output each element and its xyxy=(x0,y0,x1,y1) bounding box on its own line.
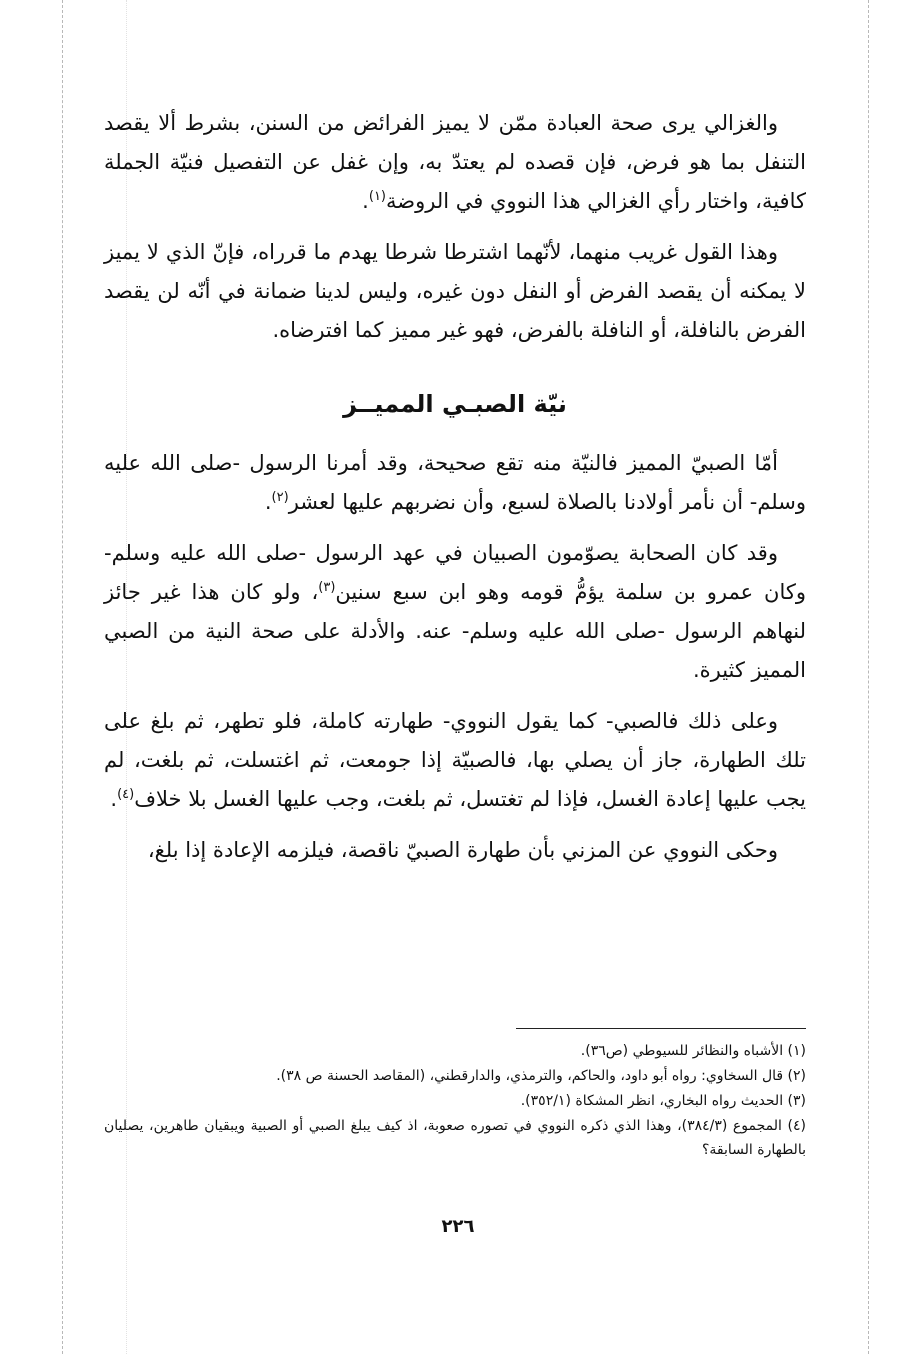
paragraph-1 xyxy=(104,104,806,221)
paragraph-6 xyxy=(104,831,806,870)
paragraph-1-text: والغزالي يرى صحة العبادة ممّن لا يميز الفرائض من السنن، بشرط ألا يقصد التنفل بما هو فرض، فإن قصده لم يعتدّ به، وإن غفل عن التفصيل فنيّة الجملة كافية، واختار رأي الغزالي هذا النووي في الروضة xyxy=(104,111,806,213)
page-number: ٢٢٦ xyxy=(441,1216,475,1237)
paragraph-1-tail: . xyxy=(362,189,369,213)
footnote-3: (٣) الحديث رواه البخاري، انظر المشكاة (٣٥٢/١). xyxy=(520,1093,806,1109)
footnote-2: (٢) قال السخاوي: رواه أبو داود، والحاكم، والترمذي، والدارقطني، (المقاصد الحسنة ص ٣٨). xyxy=(276,1068,806,1084)
paragraph-2 xyxy=(104,233,806,350)
footnotes xyxy=(104,1028,806,1163)
footnote-ref-2: (٢) xyxy=(271,490,289,505)
paragraph-4-text: وقد كان الصحابة يصوّمون الصبيان في عهد الرسول -صلى الله عليه وسلم- وكان عمرو بن سلمة يؤمُّ قومه وهو ابن سبع سنين xyxy=(104,541,806,604)
section-heading: نيّة الصبـي المميــز xyxy=(343,390,567,418)
footnote-4: (٤) المجموع (٣٨٤/٣)، وهذا الذي ذكره النووي في تصوره صعوبة، اذ كيف يبلغ الصبي أو الصبية ويبقيان طاهرين، يصليان بالطهارة السابقة؟ xyxy=(104,1118,806,1158)
scan-edge-right xyxy=(868,0,869,1354)
paragraph-5 xyxy=(104,702,806,819)
footnote-separator xyxy=(516,1028,806,1029)
footnote-ref-4: (٤) xyxy=(117,787,135,802)
paragraph-3 xyxy=(104,444,806,522)
paragraph-5-text: وعلى ذلك فالصبي- كما يقول النووي- طهارته كاملة، فلو تطهر، ثم بلغ على تلك الطهارة، جاز أن يصلي بها، فالصبيّة إذا جومعت، ثم اغتسلت، ثم بلغت، لم يجب عليها إعادة الغسل، فإذا لم تغتسل، ثم بلغت، وجب عليها الغسل بلا خلاف xyxy=(104,709,806,811)
footnote-1: (١) الأشباه والنظائر للسيوطي (ص٣٦). xyxy=(580,1043,806,1059)
footnote-ref-1: (١) xyxy=(368,189,386,204)
paragraph-3-text: أمّا الصبيّ المميز فالنيّة منه تقع صحيحة، وقد أمرنا الرسول -صلى الله عليه وسلم- أن نأمر أولادنا بالصلاة لسبع، وأن نضربهم عليها لعشر xyxy=(104,451,806,514)
paragraph-4-tail: ، ولو كان هذا غير جائز لنهاهم الرسول -صلى الله عليه وسلم- عنه. والأدلة على صحة النية من الصبي المميز كثيرة. xyxy=(104,580,806,682)
paragraph-5-tail: . xyxy=(110,787,118,811)
page-body xyxy=(104,104,806,882)
paragraph-6-text: وحكى النووي عن المزني بأن طهارة الصبيّ ناقصة، فيلزمه الإعادة إذا بلغ، xyxy=(147,838,778,862)
paragraph-2-text: وهذا القول غريب منهما، لأنّهما اشترطا شرطا يهدم ما قرراه، فإنّ الذي لا يميز لا يمكنه أن يقصد الفرض أو النفل دون غيره، وليس لدينا ضمانة في أنّه لن يقصد الفرض بالنافلة، أو النافلة بالفرض، فهو غير مميز كما افترضاه. xyxy=(104,240,806,342)
paragraph-4 xyxy=(104,534,806,690)
footnote-ref-3: (٣) xyxy=(318,580,336,595)
scan-edge-left xyxy=(62,0,63,1354)
paragraph-3-tail: . xyxy=(264,490,272,514)
